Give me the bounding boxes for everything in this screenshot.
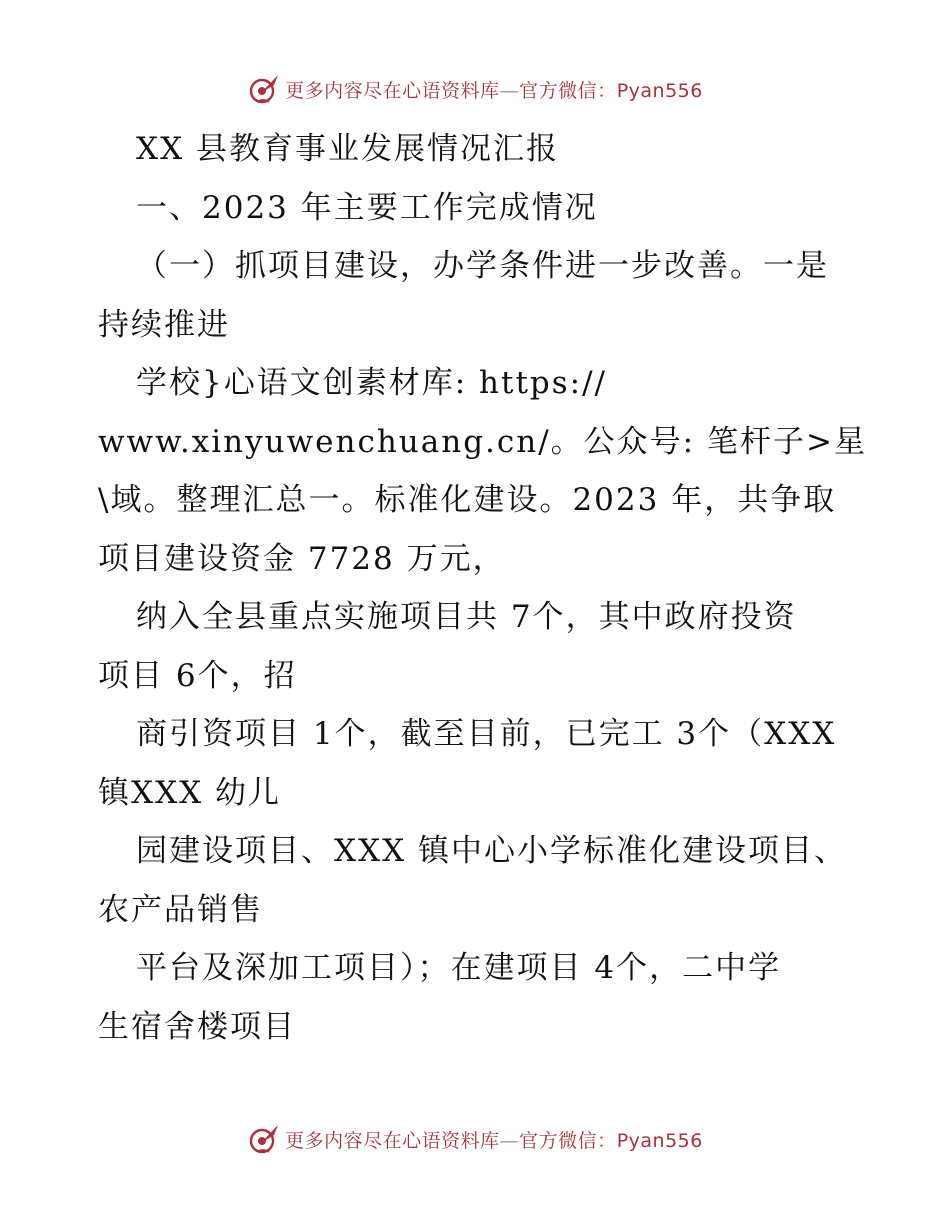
paragraph-line: 持续推进 <box>98 306 230 343</box>
document-body <box>98 120 867 1056</box>
watermark-wechat-id: Pyan556 <box>616 79 703 102</box>
paragraph-line: 商引资项目 1个，截至目前，已完工 3个（XXX <box>136 716 837 752</box>
footer-watermark-banner <box>0 1122 950 1156</box>
document-title: XX 县教育事业发展情况汇报 <box>136 131 559 167</box>
watermark-wechat-label: 官方微信： <box>519 1129 617 1152</box>
watermark-site-name: 更多内容尽在心语资料库 <box>285 1129 500 1152</box>
paragraph-line: 项目 6个，招 <box>98 657 297 694</box>
watermark-separator: — <box>499 1129 520 1152</box>
watermark-separator: — <box>499 79 520 102</box>
paragraph-line: 农产品销售 <box>98 891 263 928</box>
watermark-text <box>285 1126 703 1153</box>
paragraph-line: （一）抓项目建设，办学条件进一步改善。一是 <box>136 248 829 284</box>
watermark-wechat-label: 官方微信： <box>519 79 617 102</box>
paragraph-line: 园建设项目、XXX 镇中心小学标准化建设项目、 <box>136 833 848 869</box>
paragraph-line: 平台及深加工项目）；在建项目 4个，二中学 <box>136 950 782 986</box>
watermark-text <box>285 76 703 103</box>
paragraph-line: 生宿舍楼项目 <box>98 1008 296 1045</box>
paragraph-line: 镇XXX 幼儿 <box>98 774 282 811</box>
paragraph-line: www.xinyuwenchuang.cn/。公众号: 笔杆子>星 <box>98 423 867 460</box>
section-heading: 一、2023 年主要工作完成情况 <box>136 189 598 226</box>
paragraph-line: 纳入全县重点实施项目共 7个，其中政府投资 <box>136 599 797 635</box>
watermark-site-name: 更多内容尽在心语资料库 <box>285 79 500 102</box>
watermark-wechat-id: Pyan556 <box>616 1129 703 1152</box>
paragraph-line: 学校}心语文创素材库: https:// <box>136 365 607 401</box>
paragraph-line: \域。整理汇总一。标准化建设。2023 年，共争取 <box>98 482 837 518</box>
paragraph-line: 项目建设资金 7728 万元， <box>98 540 506 577</box>
quill-logo-icon <box>247 72 281 106</box>
header-watermark-banner <box>0 72 950 106</box>
quill-logo-icon <box>247 1122 281 1156</box>
